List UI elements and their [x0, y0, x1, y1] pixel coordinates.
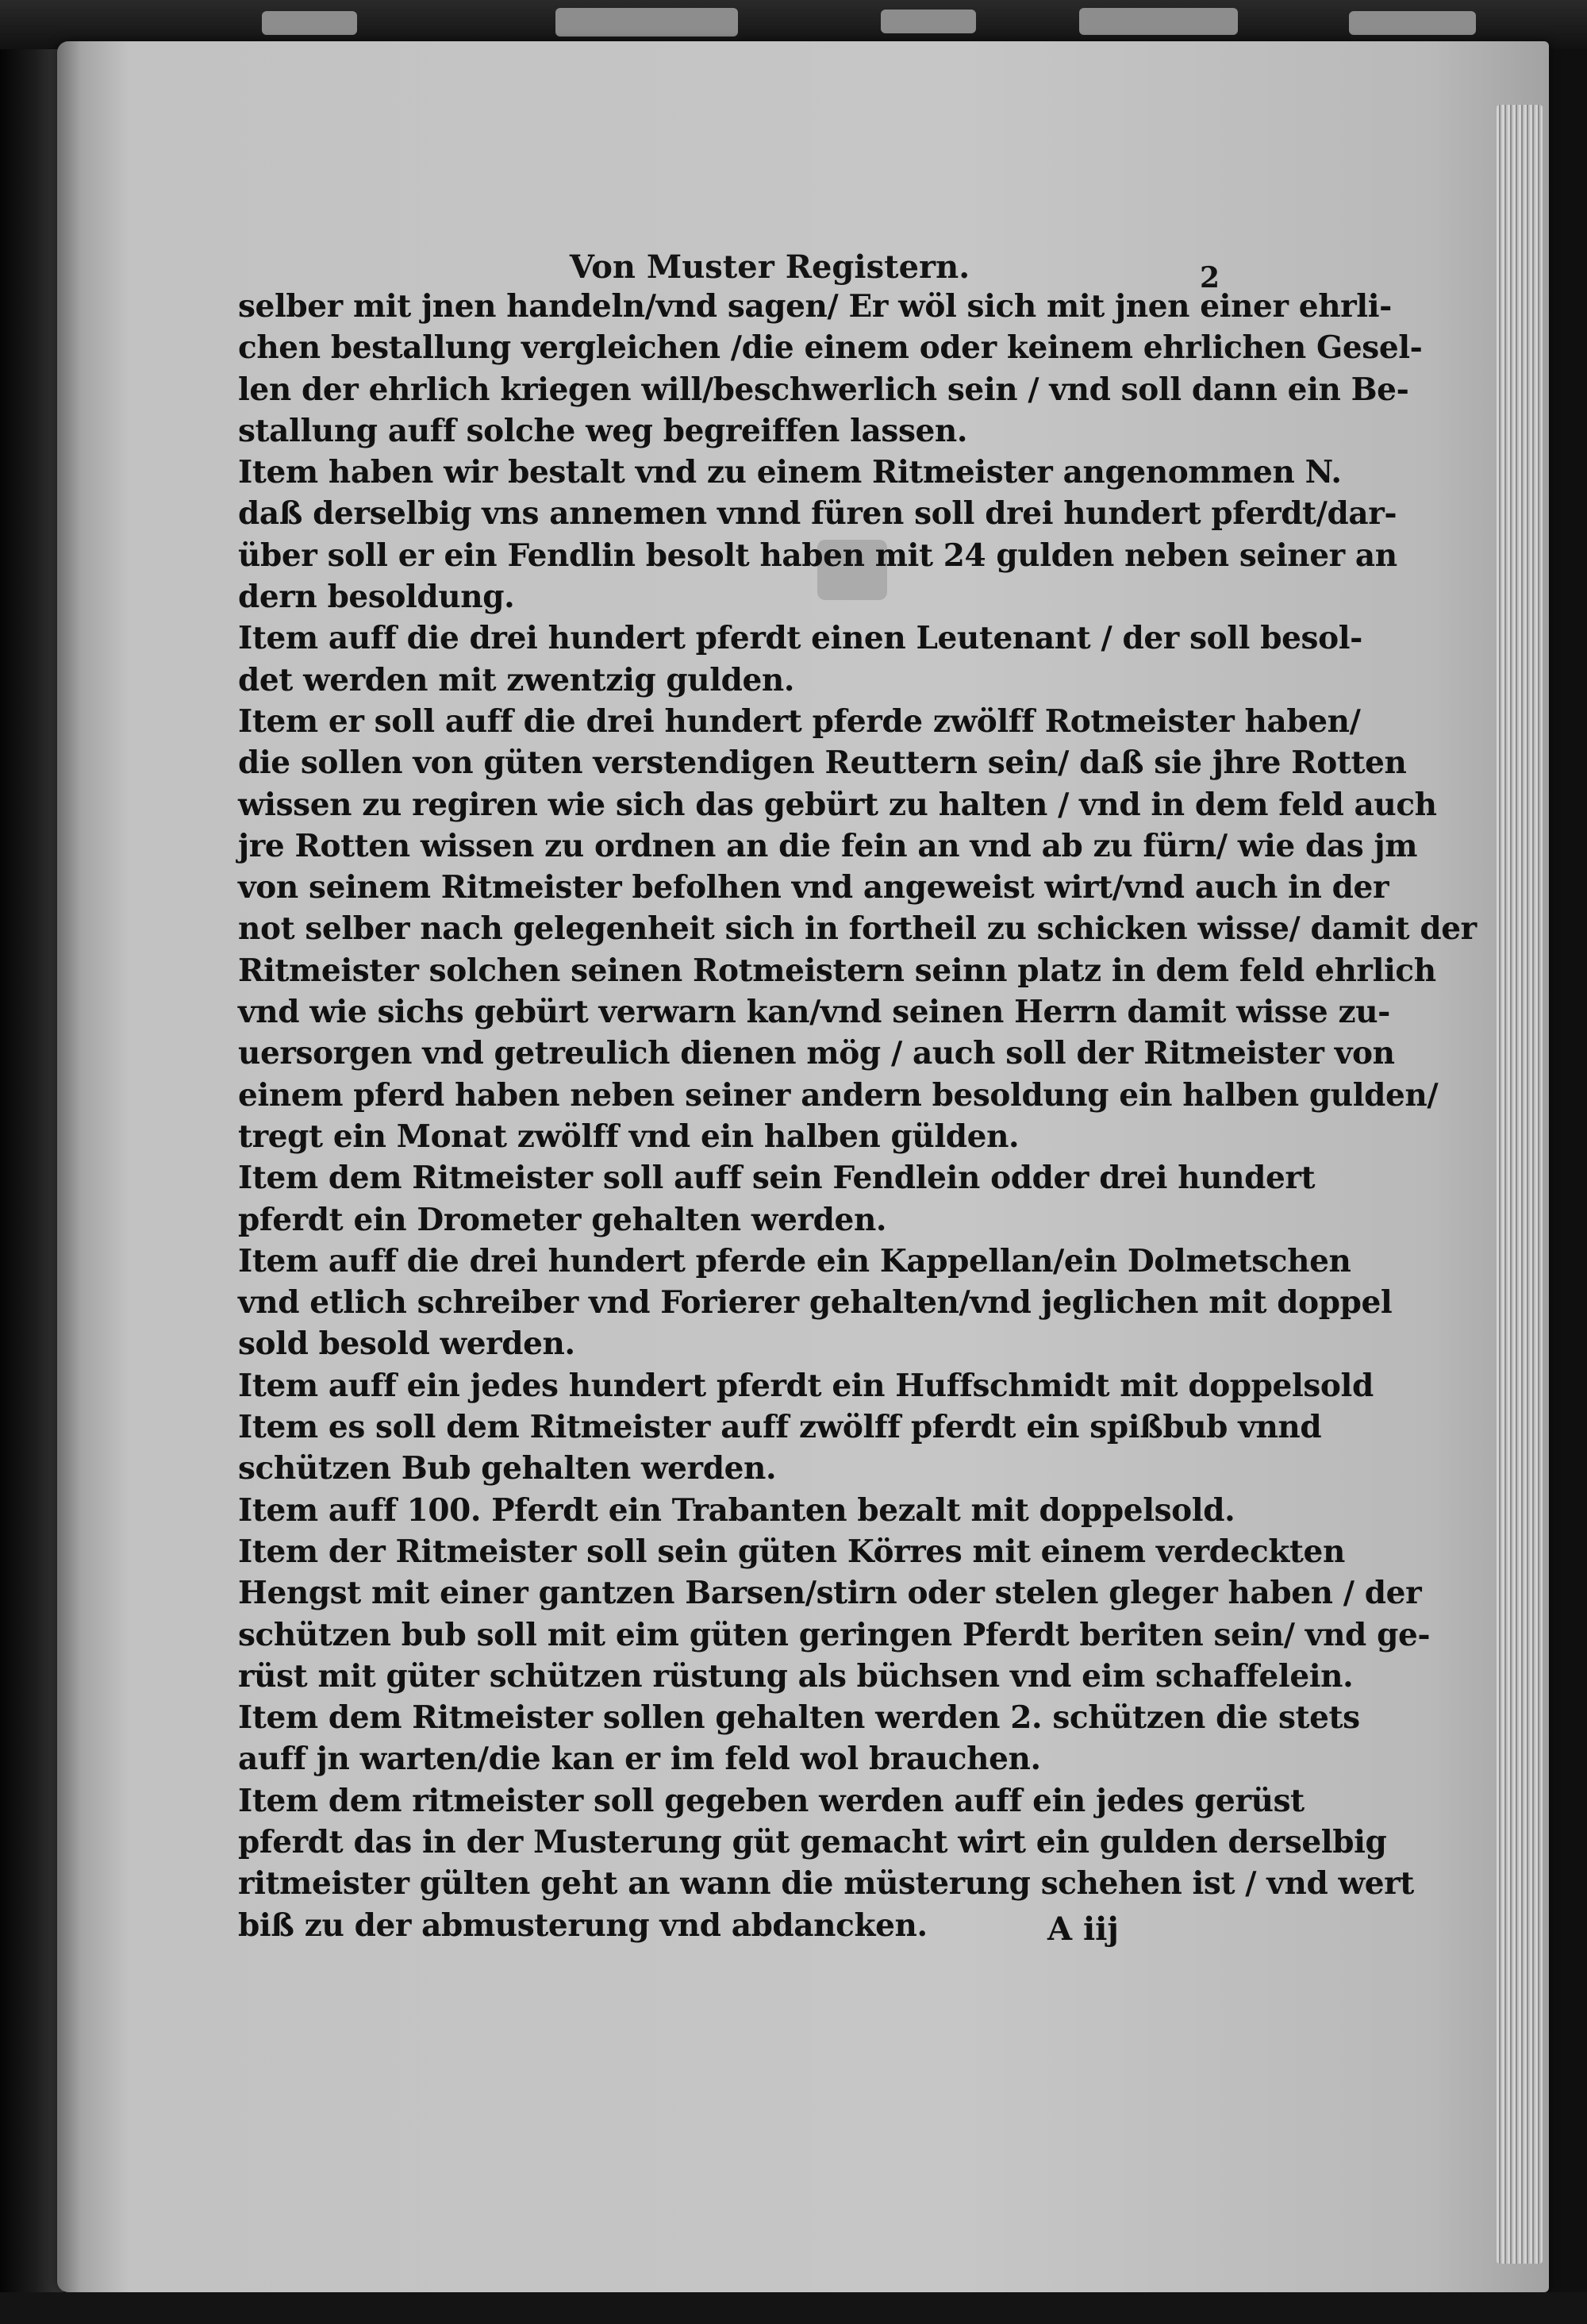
text-line: Item haben wir bestalt vnd zu einem Ritmeister angenommen N. — [238, 454, 1342, 491]
text-line: von seinem Ritmeister befolhen vnd angeweist wirt/vnd auch in der — [238, 869, 1389, 906]
text-line: sold besold werden. — [238, 1326, 575, 1363]
body-text — [238, 286, 1477, 1946]
text-line: Item dem ritmeister soll gegeben werden auff ein jedes gerüst — [238, 1782, 1305, 1819]
text-line: rüst mit güter schützen rüstung als büchsen vnd eim schaffelein. — [238, 1657, 1354, 1695]
text-line: Item er soll auff die drei hundert pferde zwölff Rotmeister haben/ — [238, 702, 1361, 740]
text-line: einem pferd haben neben seiner andern besoldung ein halben gulden/ — [238, 1076, 1439, 1114]
signature-mark: A iij — [1047, 1910, 1119, 1948]
text-line: schützen Bub gehalten werden. — [238, 1450, 777, 1487]
text-line: len der ehrlich kriegen will/beschwerlich sein / vnd soll dann ein Be- — [238, 371, 1409, 408]
text-line: chen bestallung vergleichen /die einem oder keinem ehrlichen Gesel- — [238, 329, 1423, 367]
text-line: Item auff die drei hundert pferde ein Kappellan/ein Dolmetschen — [238, 1242, 1351, 1279]
text-line: pferdt ein Drometer gehalten werden. — [238, 1201, 887, 1238]
text-line: tregt ein Monat zwölff vnd ein halben gülden. — [238, 1118, 1020, 1155]
text-line: not selber nach gelegenheit sich in fortheil zu schicken wisse/ damit der — [238, 910, 1477, 948]
text-line: schützen bub soll mit eim güten geringen Pferdt beriten sein/ vnd ge- — [238, 1616, 1431, 1653]
text-line: Item der Ritmeister soll sein güten Körres mit einem verdeckten — [238, 1533, 1345, 1570]
text-line: jre Rotten wissen zu ordnen an die fein an vnd ab zu fürn/ wie das jm — [238, 827, 1418, 864]
text-line: dern besoldung. — [238, 579, 515, 616]
text-line: über soll er ein Fendlin besolt haben mit 24 gulden neben seiner an — [238, 537, 1397, 574]
running-head: Von Muster Registern. — [569, 248, 970, 286]
text-line: wissen zu regiren wie sich das gebürt zu halten / vnd in dem feld auch — [238, 786, 1437, 823]
text-line: biß zu der abmusterung vnd abdancken. — [238, 1907, 928, 1944]
page-stack-edge — [1497, 105, 1543, 2264]
text-line: pferdt das in der Musterung güt gemacht wirt ein gulden derselbig — [238, 1823, 1387, 1860]
text-line: auff jn warten/die kan er im feld wol brauchen. — [238, 1741, 1041, 1778]
text-line: Ritmeister solchen seinen Rotmeistern seinn platz in dem feld ehrlich — [238, 952, 1436, 989]
text-line: Item dem Ritmeister sollen gehalten werden 2. schützen die stets — [238, 1699, 1360, 1737]
text-line: Item auff ein jedes hundert pferdt ein Huffschmidt mit doppelsold — [238, 1367, 1374, 1404]
text-line: uersorgen vnd getreulich dienen mög / auch soll der Ritmeister von — [238, 1035, 1395, 1072]
book-spine-shadow — [0, 0, 63, 2324]
text-line: ritmeister gülten geht an wann die müsterung schehen ist / vnd wert — [238, 1865, 1414, 1903]
text-line: Item es soll dem Ritmeister auff zwölff pferdt ein spißbub vnnd — [238, 1409, 1322, 1446]
text-line: vnd etlich schreiber vnd Forierer gehalten/vnd jeglichen mit doppel — [238, 1284, 1393, 1322]
text-line: selber mit jnen handeln/vnd sagen/ Er wöl sich mit jnen einer ehrli- — [238, 288, 1392, 325]
text-line: Hengst mit einer gantzen Barsen/stirn oder stelen gleger haben / der — [238, 1575, 1422, 1612]
bottom-edge-shadow — [0, 2292, 1587, 2324]
text-line: stallung auff solche weg begreiffen lassen. — [238, 412, 968, 449]
text-line: vnd wie sichs gebürt verwarn kan/vnd seinen Herrn damit wisse zu- — [238, 994, 1390, 1031]
text-line: die sollen von güten verstendigen Reuttern sein/ daß sie jhre Rotten — [238, 745, 1407, 782]
page-number: 2 — [1200, 261, 1220, 294]
text-line: Item auff die drei hundert pferdt einen Leutenant / der soll besol- — [238, 620, 1362, 657]
text-line: Item auff 100. Pferdt ein Trabanten bezalt mit doppelsold. — [238, 1491, 1235, 1529]
text-line: daß derselbig vns annemen vnnd füren soll drei hundert pferdt/dar- — [238, 495, 1397, 533]
text-line: det werden mit zwentzig gulden. — [238, 661, 795, 698]
text-line: Item dem Ritmeister soll auff sein Fendlein odder drei hundert — [238, 1160, 1316, 1197]
